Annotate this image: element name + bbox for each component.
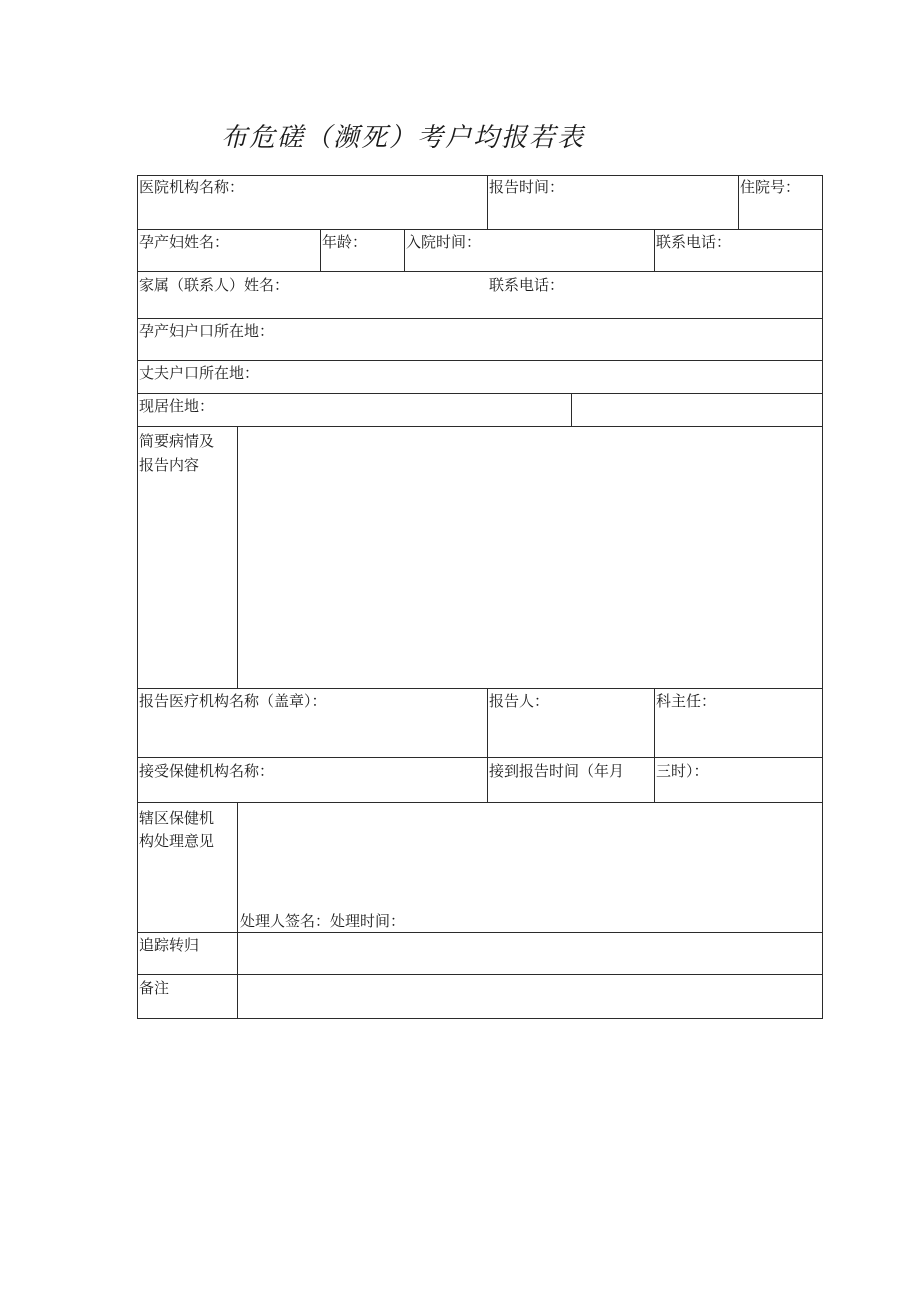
row-divider	[137, 426, 823, 427]
reporter-label: 报告人：	[489, 692, 550, 710]
handler-signature-label: 处理人签名：处理时间：	[240, 912, 406, 930]
column-divider	[654, 229, 655, 271]
patient-household-label: 孕产妇户口所在地：	[139, 322, 275, 340]
contact-phone-label: 联系电话：	[656, 233, 732, 251]
row-divider	[137, 932, 823, 933]
reporting-institution-label: 报告医疗机构名称（盖章）：	[139, 692, 327, 710]
row-divider	[137, 757, 823, 758]
row-divider	[137, 318, 823, 319]
column-divider	[320, 229, 321, 271]
condition-report-label: 简要病情及	[139, 432, 215, 450]
row-divider	[137, 360, 823, 361]
row-divider	[137, 802, 823, 803]
department-director-label: 科主任：	[656, 692, 717, 710]
column-divider	[237, 802, 238, 1019]
row-divider	[137, 229, 823, 230]
row-divider	[137, 688, 823, 689]
husband-household-label: 丈夫户口所在地：	[139, 364, 260, 382]
row-divider	[137, 393, 823, 394]
inpatient-number-label: 住院号：	[740, 178, 801, 196]
hospital-name-label: 医院机构名称：	[139, 178, 245, 196]
family-contact-phone-label: 联系电话：	[489, 276, 565, 294]
follow-up-label: 追踪转归	[139, 936, 200, 954]
received-time-label-cont: 三时）：	[656, 762, 709, 780]
family-contact-name-label: 家属（联系人）姓名：	[139, 276, 290, 294]
report-form-table	[137, 175, 823, 1019]
row-divider	[137, 271, 823, 272]
patient-name-label: 孕产妇姓名：	[139, 233, 230, 251]
report-time-label: 报告时间：	[489, 178, 565, 196]
column-divider	[404, 229, 405, 271]
column-divider	[571, 393, 572, 426]
column-divider	[487, 175, 488, 229]
admission-time-label: 入院时间：	[406, 233, 482, 251]
form-title: 布危磋（濒死）考户均报若表	[221, 123, 586, 153]
district-opinion-label-cont: 构处理意见	[139, 832, 215, 850]
column-divider	[738, 175, 739, 229]
age-label: 年龄：	[322, 233, 368, 251]
row-divider	[137, 974, 823, 975]
column-divider	[487, 688, 488, 802]
receiving-institution-label: 接受保健机构名称：	[139, 762, 275, 780]
current-address-label: 现居住地：	[139, 397, 215, 415]
column-divider	[654, 688, 655, 802]
column-divider	[237, 426, 238, 688]
condition-report-label-cont: 报告内容	[139, 456, 200, 474]
remarks-label: 备注	[139, 979, 170, 997]
district-opinion-label: 辖区保健机	[139, 809, 215, 827]
received-time-label: 接到报告时间（年月	[489, 762, 625, 780]
